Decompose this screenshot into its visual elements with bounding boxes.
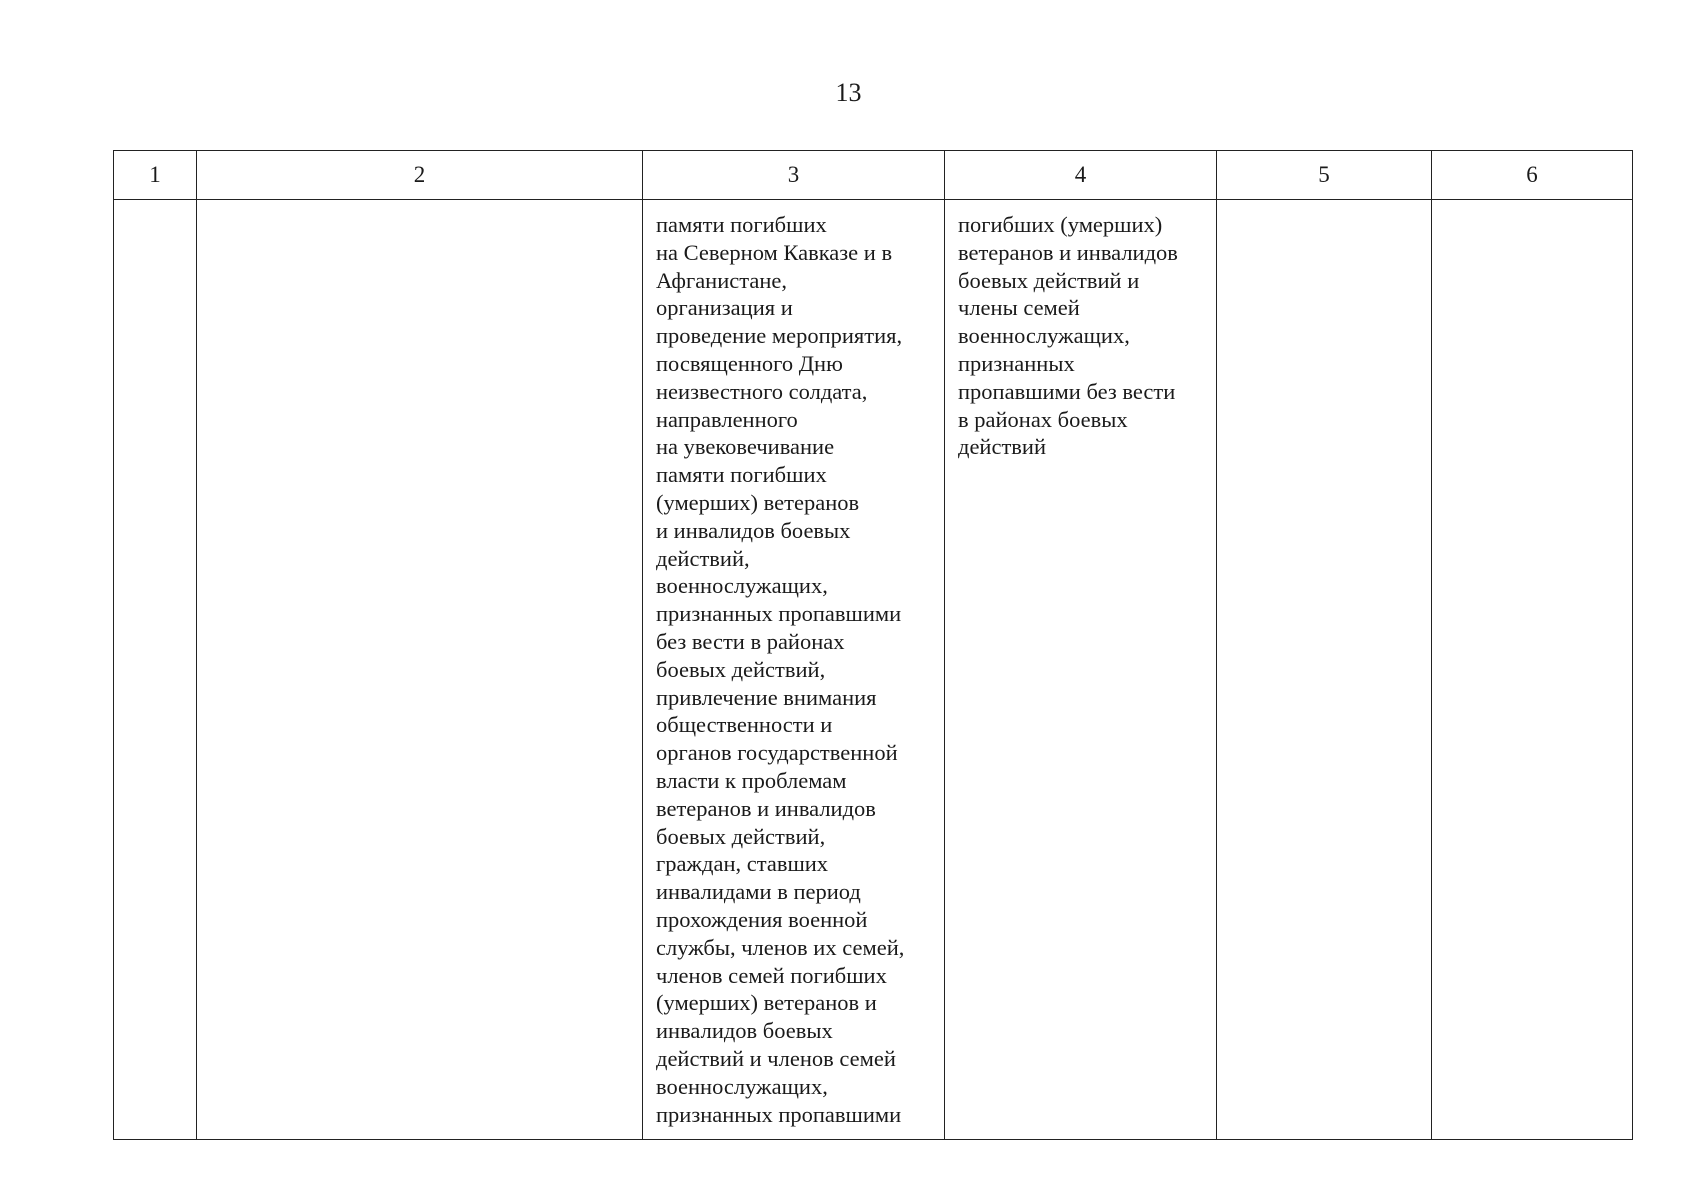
document-table: [113, 150, 1633, 1140]
column-header-4: 4: [945, 151, 1217, 200]
column-header-1: 1: [114, 151, 197, 200]
page-number: 13: [835, 78, 862, 107]
cell-col-4: [945, 200, 1217, 1140]
cell-col-1-text: [114, 200, 196, 211]
cell-col-2: [197, 200, 643, 1140]
cell-col-6-text: [1432, 200, 1632, 211]
column-header-2: 2: [197, 151, 643, 200]
cell-col-2-text: [197, 200, 642, 211]
cell-col-5: [1217, 200, 1432, 1140]
column-header-5: 5: [1217, 151, 1432, 200]
cell-col-4-text: погибших (умерших) ветеранов и инвалидов боевых действий и члены семей военнослужащих, признанных пропавшими без вести в районах боевых действий: [958, 212, 1178, 460]
cell-col-3-text: памяти погибших на Северном Кавказе и в Афганистане, организация и проведение мероприятия, посвященного Дню неизвестного солдата, направленного на увековечивание памяти погибших (умерших) ветеранов и инвалидов боевых действий, военнослужащих, признанных пропавшими без вести в районах боевых действий, привлечение внимания общественности и органов государственной власти к проблемам ветеранов и инвалидов боевых действий, граждан, ставших инвалидами в период прохождения военной службы, членов их семей, членов семей погибших (умерших) ветеранов и инвалидов боевых действий и членов семей военнослужащих, признанных пропавшими: [656, 212, 905, 1127]
table-row: [114, 200, 1633, 1140]
cell-col-1: [114, 200, 197, 1140]
table-header-row: [114, 151, 1633, 200]
column-header-6: 6: [1432, 151, 1633, 200]
cell-col-5-text: [1217, 200, 1431, 211]
cell-col-6: [1432, 200, 1633, 1140]
column-header-3: 3: [643, 151, 945, 200]
cell-col-3: [643, 200, 945, 1140]
